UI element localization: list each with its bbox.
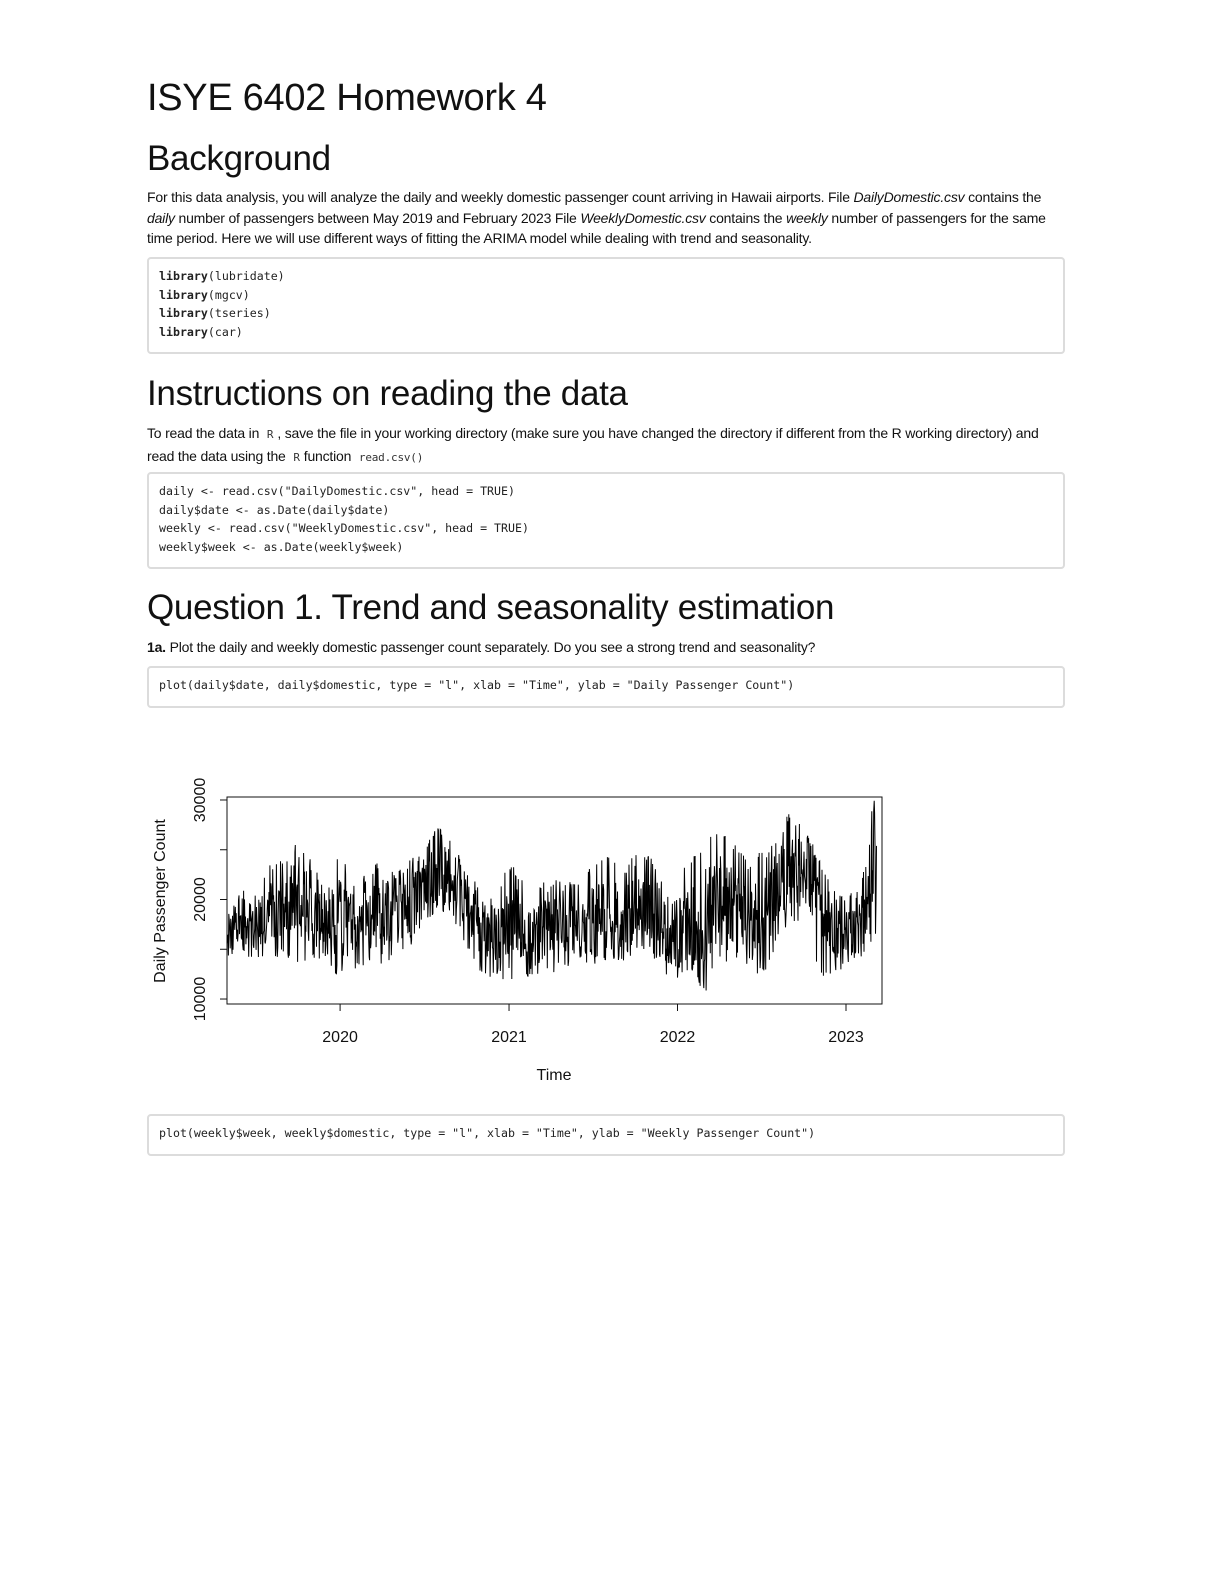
filename-weekly: WeeklyDomestic.csv [580,209,706,226]
daily-passenger-chart [147,770,907,1100]
section-heading-instructions: Instructions on reading the data [147,374,628,413]
code-line: weekly$week <- as.Date(weekly$week) [159,539,404,554]
filename-daily: DailyDomestic.csv [853,189,965,205]
y-tick-label: 30000 [192,777,209,823]
code-line: plot(weekly$week, weekly$domestic, type = "l", xlab = "Time", ylab = "Weekly Passenger Count") [159,1126,816,1140]
y-axis [192,778,227,1022]
code-block-plot-weekly[interactable] [147,1114,1065,1156]
section-heading-background: Background [147,139,331,178]
code-line: weekly <- read.csv("WeeklyDomestic.csv", head = TRUE) [159,521,529,536]
x-tick-label: 2022 [659,1029,696,1046]
instructions-paragraph: To read the data in R , save the file in your working directory (make sure you have changed the directory if different from the R working directory) and read the data using the R function read.csv() [147,425,1039,464]
inline-code-r: R [293,450,300,464]
y-axis-title: Daily Passenger Count [152,819,169,983]
series-layer [227,801,877,991]
code-line: library(lubridate) [159,269,285,283]
code-line: plot(daily$date, daily$domestic, type = "l", xlab = "Time", ylab = "Daily Passenger Count") [159,678,795,692]
x-tick-label: 2023 [828,1029,864,1046]
background-paragraph: For this data analysis, you will analyze the daily and weekly domestic passenger count arriving in Hawaii airports. File DailyDomestic.csv contains the daily number of passengers between May 2019 and February 2023 File WeeklyDomestic.csv contains the weekly number of passengers for the same time period. Here we will use different ways of fitting the ARIMA model while dealing with trend and seasonality. [147,189,1046,246]
code-block-plot-daily[interactable] [147,666,1065,708]
x-tick-label: 2020 [322,1029,358,1046]
page-title: ISYE 6402 Homework 4 [147,77,547,119]
code-line: daily$date <- as.Date(daily$date) [159,502,390,517]
section-heading-question-1: Question 1. Trend and seasonality estimation [147,588,835,627]
y-tick-label: 10000 [192,976,209,1022]
x-tick-label: 2021 [491,1029,527,1046]
code-line: library(mgcv) [159,287,250,302]
code-block-read-data[interactable] [147,472,1065,569]
emphasis-weekly: weekly [786,209,828,226]
question-number: 1a. [147,639,166,655]
x-axis [322,1004,864,1046]
daily-passenger-series-line [227,801,877,991]
emphasis-daily: daily [147,209,175,226]
code-line: daily <- read.csv("DailyDomestic.csv", head = TRUE) [159,484,515,498]
question-1a-text: 1a. Plot the daily and weekly domestic passenger count separately. Do you see a strong trend and seasonality? [147,639,816,655]
x-axis-title: Time [536,1067,572,1084]
inline-code-function: read.csv() [358,450,424,464]
inline-code-r: R [266,428,274,441]
code-line: library(tseries) [159,306,271,321]
y-tick-label: 20000 [192,877,209,922]
code-line: library(car) [159,324,243,339]
code-block-libraries[interactable] [147,257,1065,354]
